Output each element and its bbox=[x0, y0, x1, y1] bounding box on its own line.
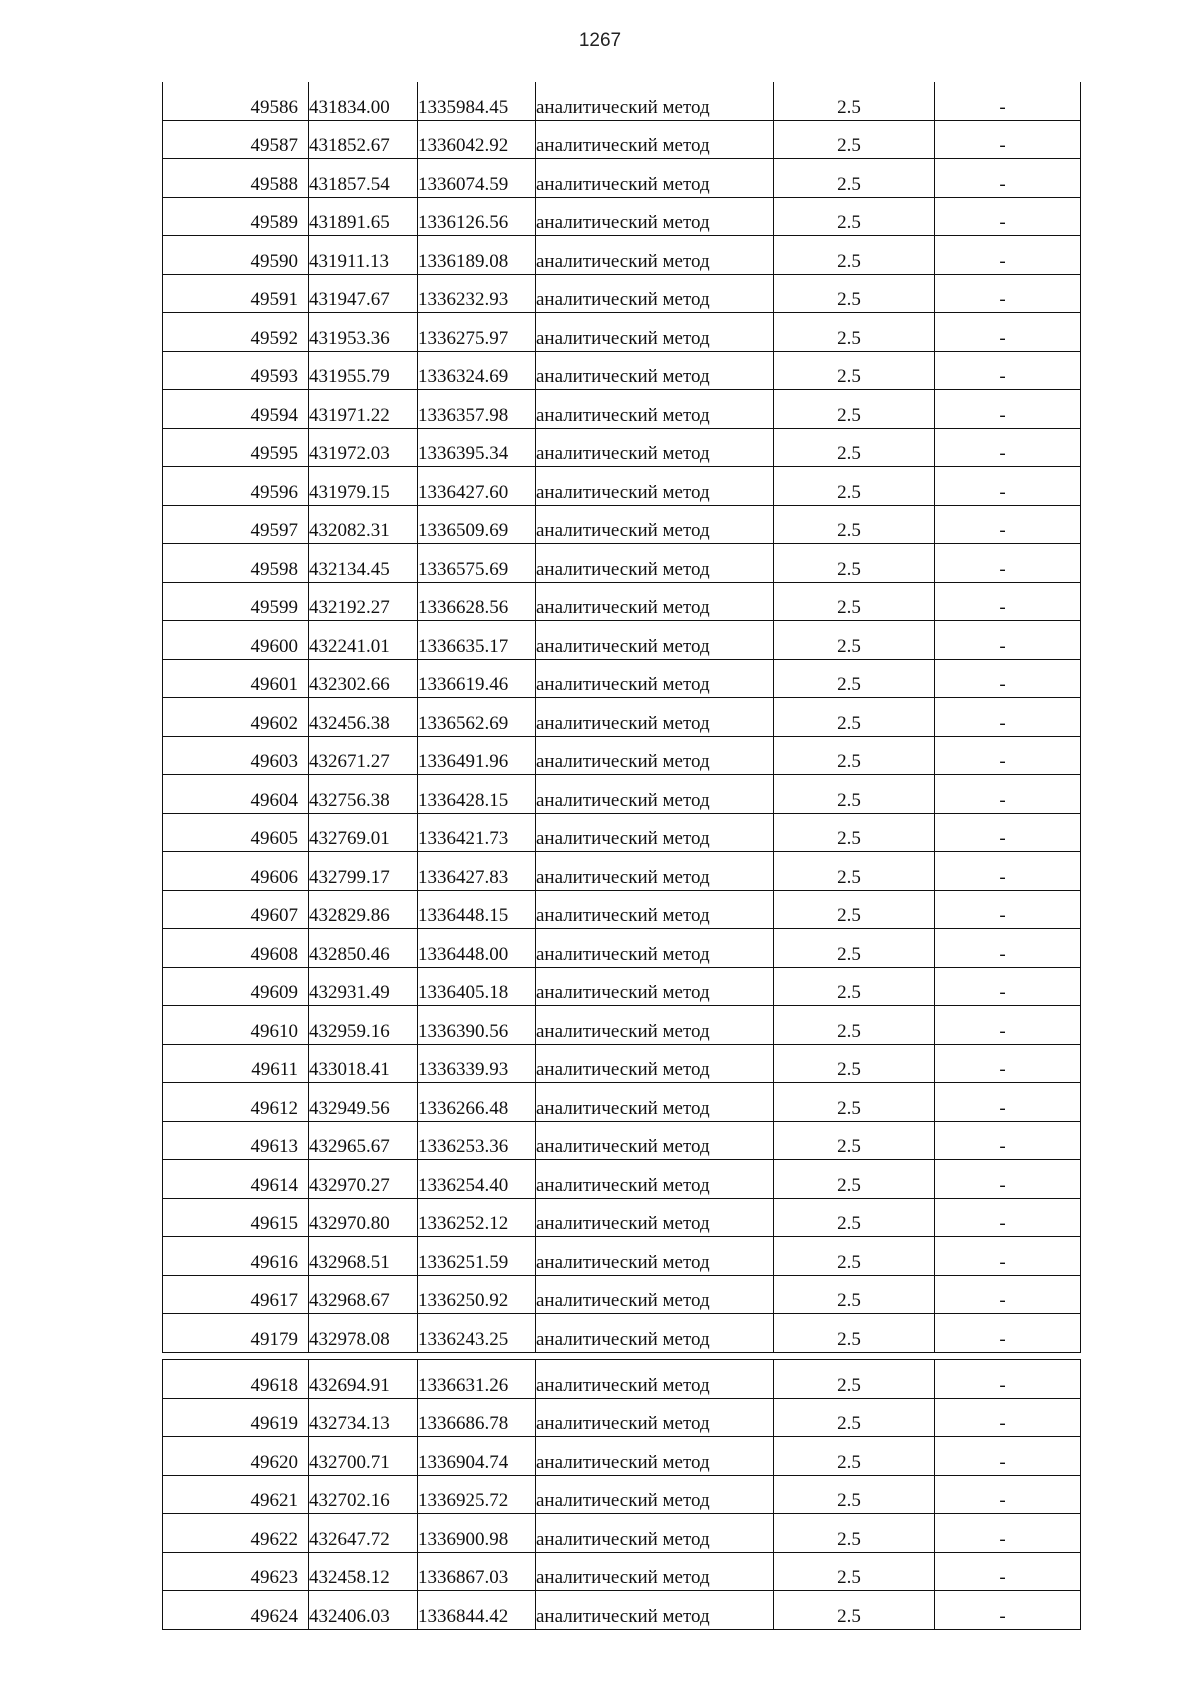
x-coordinate-cell: 432978.08 bbox=[309, 1314, 418, 1353]
point-number-cell: 49619 bbox=[163, 1398, 309, 1437]
method-cell: аналитический метод bbox=[536, 852, 774, 891]
y-coordinate-cell: 1336509.69 bbox=[418, 505, 536, 544]
method-cell: аналитический метод bbox=[536, 467, 774, 506]
accuracy-cell: 2.5 bbox=[774, 1360, 935, 1399]
note-cell: - bbox=[935, 1083, 1081, 1122]
note-cell: - bbox=[935, 1514, 1081, 1553]
table-row bbox=[163, 1237, 1081, 1276]
y-coordinate-cell: 1336427.83 bbox=[418, 852, 536, 891]
accuracy-cell: 2.5 bbox=[774, 467, 935, 506]
table-row bbox=[163, 159, 1081, 198]
accuracy-cell: 2.5 bbox=[774, 82, 935, 120]
method-cell: аналитический метод bbox=[536, 621, 774, 660]
table-row bbox=[163, 698, 1081, 737]
accuracy-cell: 2.5 bbox=[774, 505, 935, 544]
x-coordinate-cell: 432134.45 bbox=[309, 544, 418, 583]
accuracy-cell: 2.5 bbox=[774, 1398, 935, 1437]
table-row bbox=[163, 1514, 1081, 1553]
x-coordinate-cell: 432456.38 bbox=[309, 698, 418, 737]
x-coordinate-cell: 432406.03 bbox=[309, 1591, 418, 1630]
x-coordinate-cell: 432671.27 bbox=[309, 736, 418, 775]
point-number-cell: 49599 bbox=[163, 582, 309, 621]
table-row bbox=[163, 1006, 1081, 1045]
x-coordinate-cell: 432192.27 bbox=[309, 582, 418, 621]
accuracy-cell: 2.5 bbox=[774, 1237, 935, 1276]
note-cell: - bbox=[935, 582, 1081, 621]
method-cell: аналитический метод bbox=[536, 1552, 774, 1591]
x-coordinate-cell: 432647.72 bbox=[309, 1514, 418, 1553]
x-coordinate-cell: 432931.49 bbox=[309, 967, 418, 1006]
method-cell: аналитический метод bbox=[536, 82, 774, 120]
y-coordinate-cell: 1336390.56 bbox=[418, 1006, 536, 1045]
method-cell: аналитический метод bbox=[536, 1514, 774, 1553]
accuracy-cell: 2.5 bbox=[774, 274, 935, 313]
method-cell: аналитический метод bbox=[536, 313, 774, 352]
accuracy-cell: 2.5 bbox=[774, 890, 935, 929]
note-cell: - bbox=[935, 698, 1081, 737]
note-cell: - bbox=[935, 1275, 1081, 1314]
y-coordinate-cell: 1336266.48 bbox=[418, 1083, 536, 1122]
x-coordinate-cell: 431979.15 bbox=[309, 467, 418, 506]
table-row bbox=[163, 505, 1081, 544]
x-coordinate-cell: 432799.17 bbox=[309, 852, 418, 891]
accuracy-cell: 2.5 bbox=[774, 813, 935, 852]
note-cell: - bbox=[935, 1044, 1081, 1083]
accuracy-cell: 2.5 bbox=[774, 544, 935, 583]
method-cell: аналитический метод bbox=[536, 1237, 774, 1276]
method-cell: аналитический метод bbox=[536, 1475, 774, 1514]
point-number-cell: 49608 bbox=[163, 929, 309, 968]
method-cell: аналитический метод bbox=[536, 1314, 774, 1353]
point-number-cell: 49586 bbox=[163, 82, 309, 120]
table-row bbox=[163, 1437, 1081, 1476]
y-coordinate-cell: 1335984.45 bbox=[418, 82, 536, 120]
point-number-cell: 49614 bbox=[163, 1160, 309, 1199]
y-coordinate-cell: 1336427.60 bbox=[418, 467, 536, 506]
table-row bbox=[163, 82, 1081, 120]
note-cell: - bbox=[935, 236, 1081, 275]
y-coordinate-cell: 1336339.93 bbox=[418, 1044, 536, 1083]
method-cell: аналитический метод bbox=[536, 813, 774, 852]
coordinates-table-2-body bbox=[163, 1360, 1081, 1630]
accuracy-cell: 2.5 bbox=[774, 621, 935, 660]
table-row bbox=[163, 313, 1081, 352]
x-coordinate-cell: 432734.13 bbox=[309, 1398, 418, 1437]
point-number-cell: 49616 bbox=[163, 1237, 309, 1276]
y-coordinate-cell: 1336074.59 bbox=[418, 159, 536, 198]
table-row bbox=[163, 659, 1081, 698]
x-coordinate-cell: 432970.27 bbox=[309, 1160, 418, 1199]
point-number-cell: 49598 bbox=[163, 544, 309, 583]
method-cell: аналитический метод bbox=[536, 1160, 774, 1199]
point-number-cell: 49594 bbox=[163, 390, 309, 429]
x-coordinate-cell: 432850.46 bbox=[309, 929, 418, 968]
y-coordinate-cell: 1336042.92 bbox=[418, 120, 536, 159]
accuracy-cell: 2.5 bbox=[774, 582, 935, 621]
point-number-cell: 49588 bbox=[163, 159, 309, 198]
method-cell: аналитический метод bbox=[536, 236, 774, 275]
y-coordinate-cell: 1336126.56 bbox=[418, 197, 536, 236]
x-coordinate-cell: 432702.16 bbox=[309, 1475, 418, 1514]
table-row bbox=[163, 967, 1081, 1006]
accuracy-cell: 2.5 bbox=[774, 1044, 935, 1083]
accuracy-cell: 2.5 bbox=[774, 1121, 935, 1160]
table-row bbox=[163, 621, 1081, 660]
y-coordinate-cell: 1336405.18 bbox=[418, 967, 536, 1006]
note-cell: - bbox=[935, 1198, 1081, 1237]
point-number-cell: 49611 bbox=[163, 1044, 309, 1083]
accuracy-cell: 2.5 bbox=[774, 736, 935, 775]
note-cell: - bbox=[935, 274, 1081, 313]
point-number-cell: 49607 bbox=[163, 890, 309, 929]
y-coordinate-cell: 1336631.26 bbox=[418, 1360, 536, 1399]
x-coordinate-cell: 432241.01 bbox=[309, 621, 418, 660]
table-row bbox=[163, 236, 1081, 275]
accuracy-cell: 2.5 bbox=[774, 967, 935, 1006]
accuracy-cell: 2.5 bbox=[774, 1591, 935, 1630]
point-number-cell: 49596 bbox=[163, 467, 309, 506]
accuracy-cell: 2.5 bbox=[774, 1437, 935, 1476]
accuracy-cell: 2.5 bbox=[774, 1552, 935, 1591]
method-cell: аналитический метод bbox=[536, 775, 774, 814]
point-number-cell: 49592 bbox=[163, 313, 309, 352]
y-coordinate-cell: 1336686.78 bbox=[418, 1398, 536, 1437]
method-cell: аналитический метод bbox=[536, 736, 774, 775]
point-number-cell: 49597 bbox=[163, 505, 309, 544]
method-cell: аналитический метод bbox=[536, 1121, 774, 1160]
note-cell: - bbox=[935, 775, 1081, 814]
point-number-cell: 49602 bbox=[163, 698, 309, 737]
point-number-cell: 49623 bbox=[163, 1552, 309, 1591]
note-cell: - bbox=[935, 890, 1081, 929]
table-row bbox=[163, 467, 1081, 506]
note-cell: - bbox=[935, 621, 1081, 660]
point-number-cell: 49613 bbox=[163, 1121, 309, 1160]
method-cell: аналитический метод bbox=[536, 1275, 774, 1314]
note-cell: - bbox=[935, 852, 1081, 891]
accuracy-cell: 2.5 bbox=[774, 428, 935, 467]
table-row bbox=[163, 390, 1081, 429]
accuracy-cell: 2.5 bbox=[774, 852, 935, 891]
note-cell: - bbox=[935, 197, 1081, 236]
point-number-cell: 49603 bbox=[163, 736, 309, 775]
accuracy-cell: 2.5 bbox=[774, 698, 935, 737]
x-coordinate-cell: 431891.65 bbox=[309, 197, 418, 236]
table-row bbox=[163, 351, 1081, 390]
note-cell: - bbox=[935, 351, 1081, 390]
x-coordinate-cell: 432949.56 bbox=[309, 1083, 418, 1122]
x-coordinate-cell: 431911.13 bbox=[309, 236, 418, 275]
table-row bbox=[163, 197, 1081, 236]
x-coordinate-cell: 432756.38 bbox=[309, 775, 418, 814]
x-coordinate-cell: 431947.67 bbox=[309, 274, 418, 313]
table-row bbox=[163, 1475, 1081, 1514]
method-cell: аналитический метод bbox=[536, 274, 774, 313]
y-coordinate-cell: 1336448.00 bbox=[418, 929, 536, 968]
point-number-cell: 49622 bbox=[163, 1514, 309, 1553]
method-cell: аналитический метод bbox=[536, 1360, 774, 1399]
accuracy-cell: 2.5 bbox=[774, 351, 935, 390]
table-row bbox=[163, 736, 1081, 775]
x-coordinate-cell: 431971.22 bbox=[309, 390, 418, 429]
x-coordinate-cell: 432302.66 bbox=[309, 659, 418, 698]
point-number-cell: 49591 bbox=[163, 274, 309, 313]
point-number-cell: 49606 bbox=[163, 852, 309, 891]
table-row bbox=[163, 1591, 1081, 1630]
method-cell: аналитический метод bbox=[536, 1398, 774, 1437]
y-coordinate-cell: 1336252.12 bbox=[418, 1198, 536, 1237]
y-coordinate-cell: 1336357.98 bbox=[418, 390, 536, 429]
method-cell: аналитический метод bbox=[536, 1591, 774, 1630]
point-number-cell: 49595 bbox=[163, 428, 309, 467]
table-row bbox=[163, 775, 1081, 814]
table-row bbox=[163, 1121, 1081, 1160]
x-coordinate-cell: 431857.54 bbox=[309, 159, 418, 198]
y-coordinate-cell: 1336925.72 bbox=[418, 1475, 536, 1514]
note-cell: - bbox=[935, 1475, 1081, 1514]
note-cell: - bbox=[935, 967, 1081, 1006]
method-cell: аналитический метод bbox=[536, 967, 774, 1006]
point-number-cell: 49618 bbox=[163, 1360, 309, 1399]
note-cell: - bbox=[935, 659, 1081, 698]
point-number-cell: 49589 bbox=[163, 197, 309, 236]
note-cell: - bbox=[935, 929, 1081, 968]
table-row bbox=[163, 1398, 1081, 1437]
y-coordinate-cell: 1336189.08 bbox=[418, 236, 536, 275]
x-coordinate-cell: 432700.71 bbox=[309, 1437, 418, 1476]
note-cell: - bbox=[935, 390, 1081, 429]
table-row bbox=[163, 120, 1081, 159]
note-cell: - bbox=[935, 1398, 1081, 1437]
accuracy-cell: 2.5 bbox=[774, 775, 935, 814]
point-number-cell: 49605 bbox=[163, 813, 309, 852]
y-coordinate-cell: 1336628.56 bbox=[418, 582, 536, 621]
x-coordinate-cell: 433018.41 bbox=[309, 1044, 418, 1083]
x-coordinate-cell: 431972.03 bbox=[309, 428, 418, 467]
accuracy-cell: 2.5 bbox=[774, 929, 935, 968]
x-coordinate-cell: 432968.51 bbox=[309, 1237, 418, 1276]
method-cell: аналитический метод bbox=[536, 1006, 774, 1045]
accuracy-cell: 2.5 bbox=[774, 390, 935, 429]
method-cell: аналитический метод bbox=[536, 159, 774, 198]
method-cell: аналитический метод bbox=[536, 505, 774, 544]
method-cell: аналитический метод bbox=[536, 659, 774, 698]
accuracy-cell: 2.5 bbox=[774, 1083, 935, 1122]
method-cell: аналитический метод bbox=[536, 390, 774, 429]
point-number-cell: 49604 bbox=[163, 775, 309, 814]
accuracy-cell: 2.5 bbox=[774, 159, 935, 198]
method-cell: аналитический метод bbox=[536, 351, 774, 390]
note-cell: - bbox=[935, 736, 1081, 775]
method-cell: аналитический метод bbox=[536, 1198, 774, 1237]
y-coordinate-cell: 1336575.69 bbox=[418, 544, 536, 583]
accuracy-cell: 2.5 bbox=[774, 1514, 935, 1553]
table-row bbox=[163, 1314, 1081, 1353]
method-cell: аналитический метод bbox=[536, 428, 774, 467]
x-coordinate-cell: 432965.67 bbox=[309, 1121, 418, 1160]
point-number-cell: 49590 bbox=[163, 236, 309, 275]
point-number-cell: 49612 bbox=[163, 1083, 309, 1122]
x-coordinate-cell: 432829.86 bbox=[309, 890, 418, 929]
table-row bbox=[163, 1552, 1081, 1591]
table-row bbox=[163, 544, 1081, 583]
note-cell: - bbox=[935, 544, 1081, 583]
x-coordinate-cell: 432769.01 bbox=[309, 813, 418, 852]
note-cell: - bbox=[935, 1121, 1081, 1160]
note-cell: - bbox=[935, 428, 1081, 467]
y-coordinate-cell: 1336448.15 bbox=[418, 890, 536, 929]
method-cell: аналитический метод bbox=[536, 544, 774, 583]
y-coordinate-cell: 1336253.36 bbox=[418, 1121, 536, 1160]
table-row bbox=[163, 428, 1081, 467]
method-cell: аналитический метод bbox=[536, 698, 774, 737]
y-coordinate-cell: 1336324.69 bbox=[418, 351, 536, 390]
page-number: 1267 bbox=[578, 30, 622, 51]
point-number-cell: 49610 bbox=[163, 1006, 309, 1045]
x-coordinate-cell: 431953.36 bbox=[309, 313, 418, 352]
note-cell: - bbox=[935, 467, 1081, 506]
point-number-cell: 49620 bbox=[163, 1437, 309, 1476]
note-cell: - bbox=[935, 82, 1081, 120]
x-coordinate-cell: 432458.12 bbox=[309, 1552, 418, 1591]
y-coordinate-cell: 1336900.98 bbox=[418, 1514, 536, 1553]
accuracy-cell: 2.5 bbox=[774, 659, 935, 698]
note-cell: - bbox=[935, 1237, 1081, 1276]
point-number-cell: 49617 bbox=[163, 1275, 309, 1314]
table-row bbox=[163, 852, 1081, 891]
note-cell: - bbox=[935, 313, 1081, 352]
y-coordinate-cell: 1336491.96 bbox=[418, 736, 536, 775]
table-row bbox=[163, 274, 1081, 313]
accuracy-cell: 2.5 bbox=[774, 1475, 935, 1514]
point-number-cell: 49593 bbox=[163, 351, 309, 390]
coordinates-table-1-body bbox=[163, 82, 1081, 1352]
table-row bbox=[163, 890, 1081, 929]
point-number-cell: 49587 bbox=[163, 120, 309, 159]
accuracy-cell: 2.5 bbox=[774, 236, 935, 275]
y-coordinate-cell: 1336395.34 bbox=[418, 428, 536, 467]
coordinates-table-2 bbox=[162, 1359, 1081, 1630]
method-cell: аналитический метод bbox=[536, 1083, 774, 1122]
accuracy-cell: 2.5 bbox=[774, 313, 935, 352]
x-coordinate-cell: 432970.80 bbox=[309, 1198, 418, 1237]
point-number-cell: 49609 bbox=[163, 967, 309, 1006]
accuracy-cell: 2.5 bbox=[774, 197, 935, 236]
y-coordinate-cell: 1336243.25 bbox=[418, 1314, 536, 1353]
method-cell: аналитический метод bbox=[536, 1437, 774, 1476]
point-number-cell: 49600 bbox=[163, 621, 309, 660]
table-row bbox=[163, 813, 1081, 852]
coordinates-table-1 bbox=[162, 82, 1081, 1353]
y-coordinate-cell: 1336428.15 bbox=[418, 775, 536, 814]
method-cell: аналитический метод bbox=[536, 197, 774, 236]
y-coordinate-cell: 1336250.92 bbox=[418, 1275, 536, 1314]
method-cell: аналитический метод bbox=[536, 1044, 774, 1083]
x-coordinate-cell: 431834.00 bbox=[309, 82, 418, 120]
accuracy-cell: 2.5 bbox=[774, 1198, 935, 1237]
y-coordinate-cell: 1336232.93 bbox=[418, 274, 536, 313]
note-cell: - bbox=[935, 159, 1081, 198]
note-cell: - bbox=[935, 1360, 1081, 1399]
point-number-cell: 49179 bbox=[163, 1314, 309, 1353]
y-coordinate-cell: 1336867.03 bbox=[418, 1552, 536, 1591]
x-coordinate-cell: 431852.67 bbox=[309, 120, 418, 159]
x-coordinate-cell: 432959.16 bbox=[309, 1006, 418, 1045]
table-row bbox=[163, 1083, 1081, 1122]
accuracy-cell: 2.5 bbox=[774, 1275, 935, 1314]
table-row bbox=[163, 582, 1081, 621]
table-row bbox=[163, 929, 1081, 968]
y-coordinate-cell: 1336635.17 bbox=[418, 621, 536, 660]
method-cell: аналитический метод bbox=[536, 890, 774, 929]
x-coordinate-cell: 432082.31 bbox=[309, 505, 418, 544]
note-cell: - bbox=[935, 120, 1081, 159]
y-coordinate-cell: 1336421.73 bbox=[418, 813, 536, 852]
y-coordinate-cell: 1336844.42 bbox=[418, 1591, 536, 1630]
y-coordinate-cell: 1336562.69 bbox=[418, 698, 536, 737]
y-coordinate-cell: 1336619.46 bbox=[418, 659, 536, 698]
y-coordinate-cell: 1336251.59 bbox=[418, 1237, 536, 1276]
method-cell: аналитический метод bbox=[536, 929, 774, 968]
note-cell: - bbox=[935, 1006, 1081, 1045]
x-coordinate-cell: 432694.91 bbox=[309, 1360, 418, 1399]
note-cell: - bbox=[935, 1437, 1081, 1476]
table-row bbox=[163, 1198, 1081, 1237]
note-cell: - bbox=[935, 1314, 1081, 1353]
method-cell: аналитический метод bbox=[536, 120, 774, 159]
accuracy-cell: 2.5 bbox=[774, 1314, 935, 1353]
x-coordinate-cell: 431955.79 bbox=[309, 351, 418, 390]
note-cell: - bbox=[935, 505, 1081, 544]
table-row bbox=[163, 1275, 1081, 1314]
y-coordinate-cell: 1336904.74 bbox=[418, 1437, 536, 1476]
table-row bbox=[163, 1044, 1081, 1083]
table-row bbox=[163, 1160, 1081, 1199]
point-number-cell: 49601 bbox=[163, 659, 309, 698]
accuracy-cell: 2.5 bbox=[774, 1006, 935, 1045]
y-coordinate-cell: 1336254.40 bbox=[418, 1160, 536, 1199]
accuracy-cell: 2.5 bbox=[774, 120, 935, 159]
note-cell: - bbox=[935, 1552, 1081, 1591]
point-number-cell: 49615 bbox=[163, 1198, 309, 1237]
note-cell: - bbox=[935, 1160, 1081, 1199]
point-number-cell: 49621 bbox=[163, 1475, 309, 1514]
accuracy-cell: 2.5 bbox=[774, 1160, 935, 1199]
method-cell: аналитический метод bbox=[536, 582, 774, 621]
note-cell: - bbox=[935, 1591, 1081, 1630]
point-number-cell: 49624 bbox=[163, 1591, 309, 1630]
table-row bbox=[163, 1360, 1081, 1399]
x-coordinate-cell: 432968.67 bbox=[309, 1275, 418, 1314]
note-cell: - bbox=[935, 813, 1081, 852]
y-coordinate-cell: 1336275.97 bbox=[418, 313, 536, 352]
